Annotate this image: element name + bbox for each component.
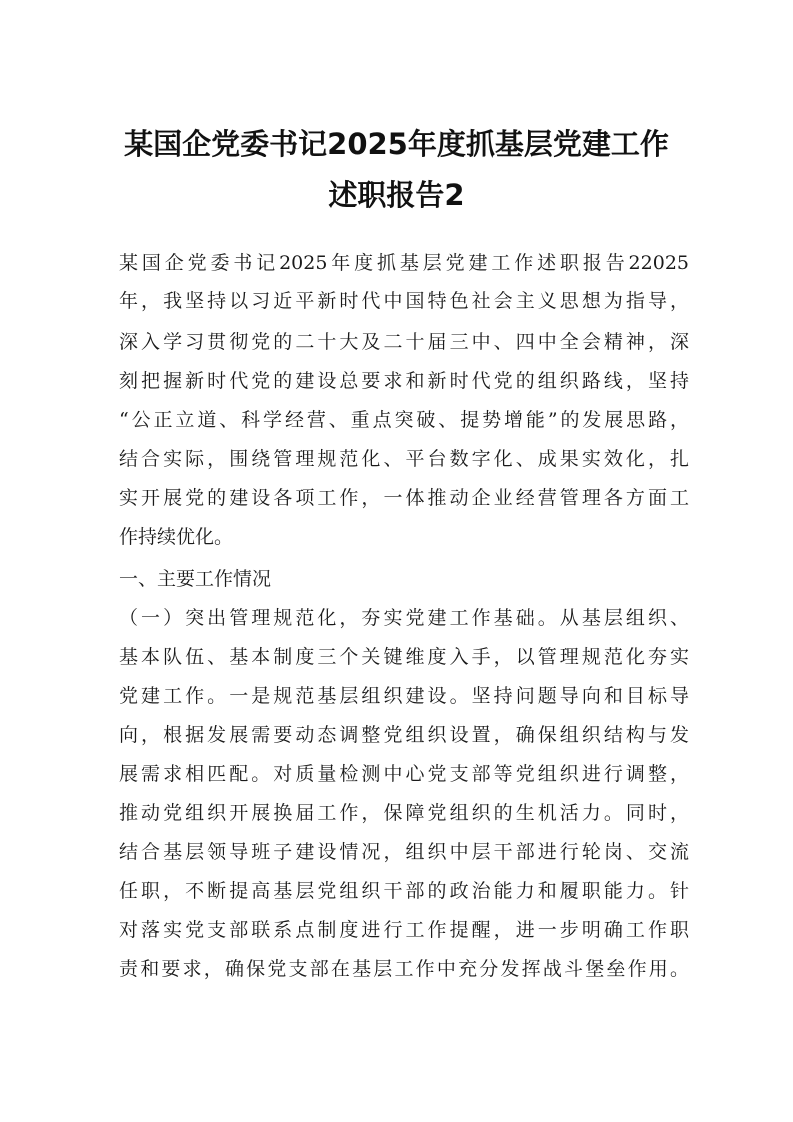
- body-line-18: 对落实党支部联系点制度进行工作提醒，进一步明确工作职: [119, 919, 689, 941]
- body-line-17: 任职，不断提高基层党组织干部的政治能力和履职能力。针: [119, 880, 689, 902]
- body-line-12: 党建工作。一是规范基层组织建设。坚持问题导向和目标导: [119, 685, 689, 707]
- body-line-19: 责和要求，确保党支部在基层工作中充分发挥战斗堡垒作用。: [119, 958, 689, 980]
- body-line-7: 实开展党的建设各项工作，一体推动企业经营管理各方面工: [119, 487, 689, 509]
- body-line-10: （一）突出管理规范化，夯实党建工作基础。从基层组织、: [119, 607, 689, 629]
- body-line-6: 结合实际，围绕管理规范化、平台数字化、成果实效化，扎: [119, 448, 689, 470]
- body-line-4: 刻把握新时代党的建设总要求和新时代党的组织路线，坚持: [119, 370, 689, 392]
- body-line-5: “公正立道、科学经营、重点突破、提势增能”的发展思路，: [119, 409, 689, 431]
- body-line-13: 向，根据发展需要动态调整党组织设置，确保组织结构与发: [119, 724, 689, 746]
- body-line-3: 深入学习贯彻党的二十大及二十届三中、四中全会精神，深: [119, 331, 689, 353]
- document-title-line-1: 某国企党委书记2025年度抓基层党建工作: [124, 127, 669, 161]
- body-line-15: 推动党组织开展换届工作，保障党组织的生机活力。同时，: [119, 802, 689, 824]
- body-line-14: 展需求相匹配。对质量检测中心党支部等党组织进行调整，: [119, 763, 689, 785]
- body-line-1: 某国企党委书记2025年度抓基层党建工作述职报告22025: [119, 252, 689, 274]
- body-line-11: 基本队伍、基本制度三个关键维度入手，以管理规范化夯实: [119, 646, 689, 668]
- document-title-line-2: 述职报告2: [328, 178, 465, 212]
- body-line-2: 年，我坚持以习近平新时代中国特色社会主义思想为指导，: [119, 290, 689, 312]
- body-line-8: 作持续优化。: [119, 526, 234, 548]
- body-line-16: 结合基层领导班子建设情况，组织中层干部进行轮岗、交流: [119, 841, 689, 863]
- section-heading: 一、主要工作情况: [119, 568, 272, 590]
